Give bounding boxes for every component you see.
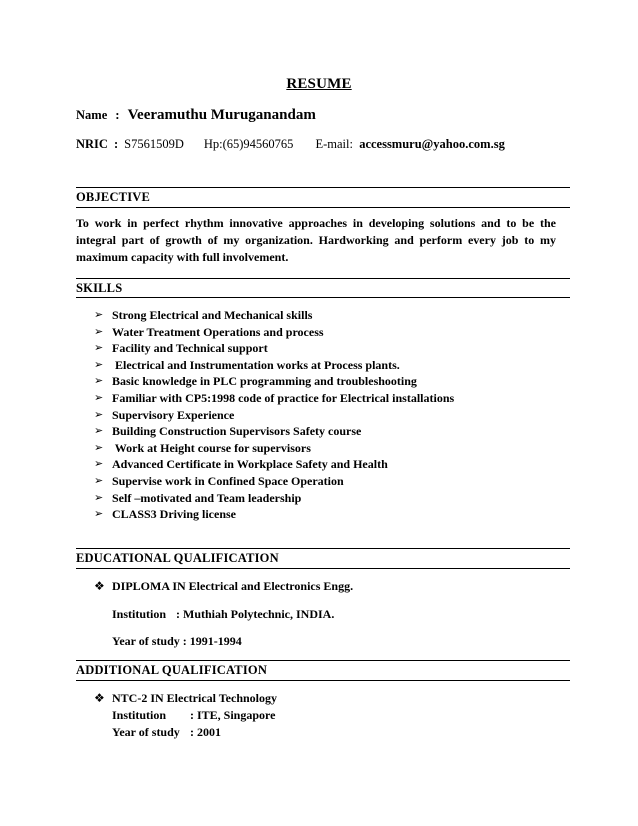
additional-item: ❖ NTC-2 IN Electrical Technology [94,691,277,705]
arrow-bullet-icon: ➢ [94,424,104,438]
arrow-bullet-icon: ➢ [94,357,104,371]
arrow-bullet-icon: ➢ [94,507,104,521]
education-institution [112,607,334,622]
list-item: ➢ Building Construction Supervisors Safety course [94,424,362,439]
list-item: ➢ Advanced Certificate in Workplace Safety and Health [94,457,388,472]
divider [76,297,570,298]
nric-value: S7561509D [124,137,184,151]
year-label: Year of study [112,634,180,648]
page-title: RESUME [286,76,352,92]
arrow-bullet-icon: ➢ [94,490,104,504]
name-row [76,107,316,124]
objective-heading: OBJECTIVE [76,190,151,204]
list-item: ➢ Strong Electrical and Mechanical skills [94,308,313,322]
list-item: ➢ Water Treatment Operations and process [94,324,324,339]
list-item: ➢ CLASS3 Driving license [94,507,237,522]
list-item: ➢ Supervise work in Confined Space Operation [94,473,344,488]
additional-institution [112,708,275,723]
list-item: ➢ Supervisory Experience [94,407,235,422]
arrow-bullet-icon: ➢ [94,440,104,454]
education-year [112,634,242,649]
divider [76,207,570,208]
email-label: E-mail: [315,137,353,151]
education-heading: EDUCATIONAL QUALIFICATION [76,551,279,565]
divider [76,187,570,188]
list-item: ➢ Self –motivated and Team leadership [94,490,302,505]
year-value: : 2001 [190,725,221,739]
name-label: Name [76,108,108,122]
divider [76,680,570,681]
diamond-bullet-icon: ❖ [94,579,105,593]
arrow-bullet-icon: ➢ [94,308,104,321]
contact-row [76,137,505,152]
institution-value: : ITE, Singapore [190,708,276,722]
institution-label: Institution [112,607,167,621]
list-item: ➢ Facility and Technical support [94,341,268,356]
phone-value: Hp:(65)94560765 [203,137,294,151]
arrow-bullet-icon: ➢ [94,457,104,471]
list-item: ➢ Work at Height course for supervisors [94,440,311,455]
divider [76,568,570,569]
divider [76,660,570,661]
list-item: ➢ Familiar with CP5:1998 code of practice for Electrical installations [94,390,455,405]
objective-text: To work in perfect rhythm innovative approaches in developing solutions and to be the integral part of growth of my organization. Hardworking and perform every job to my maximum capacity with full involvement. [76,216,556,264]
nric-label: NRIC [76,137,108,151]
arrow-bullet-icon: ➢ [94,341,104,355]
divider [76,278,570,279]
institution-label: Institution [112,708,167,722]
list-item: ➢ Basic knowledge in PLC programming and troubleshooting [94,374,417,389]
additional-heading: ADDITIONAL QUALIFICATION [76,663,268,677]
arrow-bullet-icon: ➢ [94,407,104,421]
institution-value: : Muthiah Polytechnic, INDIA. [176,607,335,621]
divider [76,548,570,549]
arrow-bullet-icon: ➢ [94,473,104,487]
email-value: accessmuru@yahoo.com.sg [359,137,505,151]
name-separator: : [115,107,120,122]
arrow-bullet-icon: ➢ [94,374,104,388]
list-item: ➢ Electrical and Instrumentation works at Process plants. [94,357,400,372]
education-item: ❖ DIPLOMA IN Electrical and Electronics Engg. [94,579,354,593]
diamond-bullet-icon: ❖ [94,691,105,705]
arrow-bullet-icon: ➢ [94,324,104,338]
skills-heading: SKILLS [76,281,123,295]
nric-separator: : [113,137,119,151]
name-value: Veeramuthu Muruganandam [127,107,316,123]
additional-year [112,725,221,740]
arrow-bullet-icon: ➢ [94,390,104,404]
year-label: Year of study [112,725,180,739]
skills-list [94,307,454,523]
year-value: : 1991-1994 [182,634,242,648]
